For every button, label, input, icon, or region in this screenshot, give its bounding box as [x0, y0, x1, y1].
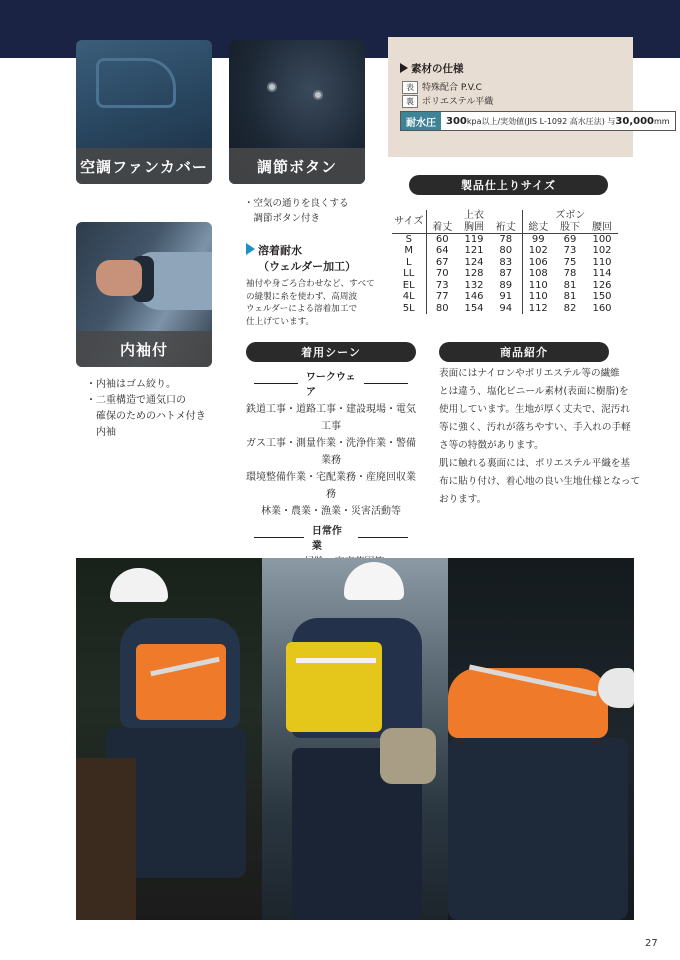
size-header-cell: サイズ [392, 210, 426, 233]
table-row [392, 245, 618, 257]
size-cell: 4L [392, 291, 426, 303]
material-title [400, 61, 464, 76]
bottom-group-cell: ズボン [555, 210, 586, 222]
measure-cell: 81 [563, 279, 577, 291]
adjust-button-photo [229, 40, 365, 184]
cuff-note-line: 内袖 [86, 427, 116, 438]
measure-cell: 70 [435, 268, 449, 280]
table-row [392, 268, 618, 280]
snap-button-shape [267, 82, 277, 92]
measure-cell: 121 [464, 245, 484, 257]
measure-cell: 91 [490, 291, 522, 303]
measure-cell: 160 [592, 303, 612, 315]
size-cell: 5L [392, 303, 426, 315]
column-header: 胸囲 [458, 222, 490, 234]
water-pressure-prefix: 300 [446, 115, 467, 127]
measure-cell: 119 [464, 233, 484, 245]
orange-panel-shape [136, 644, 226, 720]
size-table [392, 210, 618, 314]
measure-cell: 99 [531, 233, 545, 245]
scene-line: 環境整備作業・宅配業務・産廃回収業務 [246, 472, 416, 500]
table-row [392, 256, 618, 268]
measure-cell: 82 [563, 303, 577, 315]
measure-cell: 110 [592, 256, 612, 268]
measure-cell: 128 [464, 268, 484, 280]
size-cell: EL [392, 280, 426, 292]
measure-cell: 77 [435, 291, 449, 303]
measure-cell: 87 [490, 268, 522, 280]
scene-line: 林業・農業・漁業・災害活動等 [261, 506, 401, 517]
column-header: 腰回 [586, 222, 618, 234]
intro-line: さ等の特徴があります。 [439, 440, 544, 451]
weld-title [246, 243, 356, 275]
measure-cell: 126 [592, 279, 612, 291]
measure-cell: 110 [528, 279, 548, 291]
work-wear-lines [246, 401, 416, 520]
fist-shape [96, 260, 142, 296]
front-value: 特殊配合 P.V.C [422, 83, 482, 93]
measure-cell: 80 [435, 303, 449, 315]
measure-cell: 73 [435, 279, 449, 291]
sack-shape [380, 728, 436, 784]
triangle-icon [400, 63, 408, 73]
worker-photo-digging [76, 558, 262, 920]
yellow-panel-shape [286, 642, 382, 732]
measure-cell: 102 [528, 245, 548, 257]
measure-cell: 89 [490, 280, 522, 292]
page-number: 27 [645, 938, 658, 949]
water-pressure-label: 耐水圧 [401, 112, 441, 130]
soil-shape [76, 758, 136, 920]
measure-cell: 75 [563, 256, 577, 268]
measure-cell: 110 [528, 291, 548, 303]
intro-line: 表面にはナイロンやポリエステル等の繊維 [439, 368, 620, 379]
intro-line: とは違う、塩化ビニール素材(表面に樹脂)を [439, 386, 629, 397]
measure-cell: 150 [592, 291, 612, 303]
size-cell: LL [392, 268, 426, 280]
column-header: 着丈 [426, 222, 458, 234]
helmet-shape [344, 562, 404, 600]
intro-title: 商品紹介 [439, 342, 609, 362]
measure-cell: 78 [490, 233, 522, 245]
intro-line: 布に貼り付け、着心地の良い生地仕様となって [439, 476, 641, 487]
intro-line: おります。 [439, 494, 487, 505]
measure-cell: 154 [464, 303, 484, 315]
measure-cell: 73 [563, 245, 577, 257]
top-group-cell: 上衣 [426, 210, 522, 222]
measure-cell: 108 [528, 268, 548, 280]
measure-cell: 60 [435, 233, 449, 245]
measure-cell: 112 [528, 303, 548, 315]
measure-cell: 114 [592, 268, 612, 280]
table-row [392, 233, 618, 245]
size-table-body [392, 233, 618, 314]
work-wear-heading: ワークウェア [246, 368, 416, 398]
fan-cover-label: 空調ファンカバー [76, 148, 212, 184]
measure-cell: 81 [563, 291, 577, 303]
table-row [392, 280, 618, 292]
button-note-line: 調節ボタン付き [244, 213, 321, 224]
scene-line: 鉄道工事・道路工事・建設現場・電気工事 [246, 404, 416, 432]
pants-shape [448, 738, 628, 920]
daily-heading: 日常作業 [246, 522, 416, 552]
measure-cell: 100 [592, 233, 612, 245]
column-header: 裄丈 [490, 222, 522, 234]
back-value: ポリエステル平織 [422, 97, 494, 107]
weld-description [246, 278, 375, 328]
helmet-shape [110, 568, 168, 602]
intro-text [439, 365, 640, 509]
measure-cell: 67 [435, 256, 449, 268]
worker-photo-lifting [262, 558, 448, 920]
cuff-note-line: ・内袖はゴム絞り。 [86, 379, 176, 390]
cuff-note-line: 確保のためのハトメ付き [86, 411, 206, 422]
water-pressure-value: 30,000 [615, 115, 655, 127]
measure-cell: 69 [563, 233, 577, 245]
water-pressure-text [441, 116, 675, 127]
cuff-note-line: ・二重構造で通気口の [86, 395, 186, 406]
size-cell: S [392, 233, 426, 245]
inner-cuff-photo [76, 222, 212, 367]
measure-cell: 132 [464, 279, 484, 291]
table-group-row [392, 210, 618, 222]
measure-cell: 78 [563, 268, 577, 280]
weld-desc-line: 袖付や身ごろ合わせなど、すべて [246, 279, 375, 289]
table-row [392, 291, 618, 303]
water-pressure-badge [400, 111, 676, 131]
weld-desc-line: 仕上げています。 [246, 316, 315, 327]
fan-cover-photo [76, 40, 212, 184]
weld-desc-line: の縫製に糸を使わず、高周波 [246, 291, 358, 302]
material-title-text: 素材の仕様 [411, 63, 464, 75]
back-tag: 裏 [402, 95, 418, 108]
scenes-title: 着用シーン [246, 342, 416, 362]
reflective-stripe-shape [296, 658, 376, 663]
weld-desc-line: ウェルダーによる溶着加工で [246, 304, 358, 314]
measure-cell: 106 [528, 256, 548, 268]
water-pressure-mid: kpa以上/実効値(JIS L-1092 高水圧法) 与 [466, 116, 616, 126]
measure-cell: 64 [435, 245, 449, 257]
button-note [244, 196, 349, 226]
measure-cell: 94 [490, 303, 522, 315]
water-pressure-unit: mm [654, 116, 670, 126]
weld-title-line: （ウェルダー加工） [258, 260, 357, 273]
size-cell: M [392, 245, 426, 257]
column-header: 股下 [554, 222, 586, 234]
front-tag: 表 [402, 81, 418, 94]
weld-arrow-icon [246, 243, 255, 255]
inner-cuff-label: 内袖付 [76, 331, 212, 367]
measure-cell: 83 [490, 256, 522, 268]
intro-line: 肌に触れる裏面には、ポリエステル平織を基 [439, 458, 631, 469]
table-row [392, 303, 618, 315]
measure-cell: 124 [464, 256, 484, 268]
size-cell: L [392, 256, 426, 268]
worker-photo-bending [448, 558, 634, 920]
column-header: 総丈 [522, 222, 554, 234]
measure-cell: 80 [490, 245, 522, 257]
size-table-title: 製品仕上りサイズ [409, 175, 608, 195]
helmet-shape [598, 668, 634, 708]
material-back-row [402, 94, 493, 108]
intro-line: 使用しています。生地が厚く丈夫で、泥汚れ [439, 404, 630, 415]
weld-title-line: 溶着耐水 [258, 244, 302, 257]
snap-button-shape [313, 90, 323, 100]
button-note-line: ・空気の通りを良くする [244, 198, 349, 209]
table-header-row [392, 222, 618, 234]
measure-cell: 102 [592, 245, 612, 257]
cuff-note [86, 377, 206, 441]
scene-line: ガス工事・測量作業・洗浄作業・警備業務 [246, 438, 416, 466]
intro-line: 等に強く、汚れが落ちやすい、手入れの手軽 [439, 422, 631, 433]
material-front-row [402, 80, 482, 94]
adjust-button-label: 調節ボタン [229, 148, 365, 184]
jacket-collar-shape [96, 58, 176, 108]
measure-cell: 146 [464, 291, 484, 303]
